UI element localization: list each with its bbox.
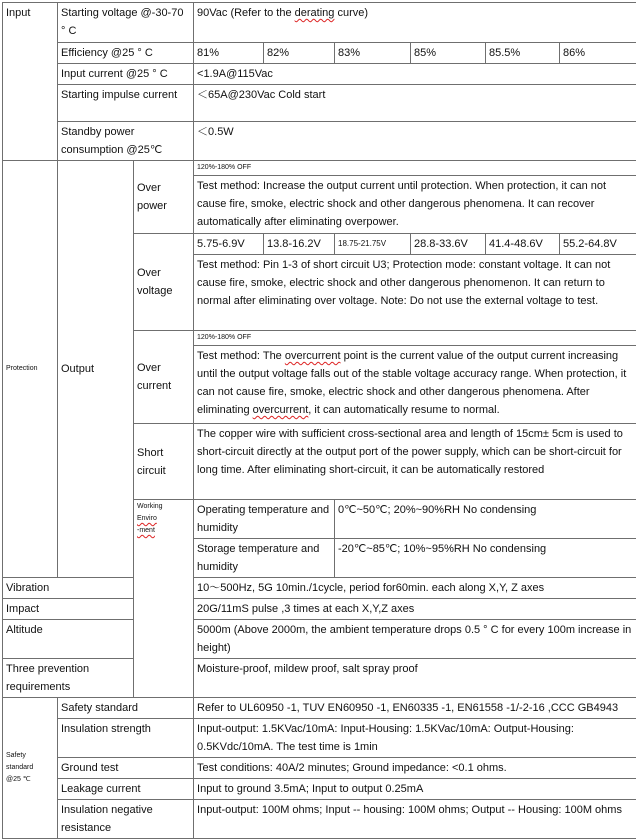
altitude-value: 5000m (Above 2000m, the ambient temperature drops 0.5 ° C for every 100m increase in height) xyxy=(194,620,636,659)
table-row xyxy=(3,85,636,122)
table-row xyxy=(3,698,636,719)
spec-table xyxy=(2,2,636,839)
insulation-strength-label: Insulation strength xyxy=(58,719,194,758)
table-row xyxy=(3,161,636,176)
table-row xyxy=(3,122,636,161)
over-voltage-label: Over voltage xyxy=(134,234,194,331)
over-voltage-range: 55.2-64.8V xyxy=(560,234,636,255)
leakage-value: Input to ground 3.5mA; Input to output 0.25mA xyxy=(194,779,636,800)
standby-power-value: ＜0.5W xyxy=(194,122,636,161)
starting-voltage-label: Starting voltage @-30-70 ° C xyxy=(58,3,194,43)
insulation-negative-label: Insulation negative resistance xyxy=(58,800,194,839)
altitude-label: Altitude xyxy=(3,620,134,659)
starting-voltage-value: 90Vac (Refer to the derating curve) xyxy=(194,3,636,43)
vibration-label: Vibration xyxy=(3,578,134,599)
table-row xyxy=(3,599,636,620)
table-row xyxy=(3,578,636,599)
operating-label: Operating temperature and humidity xyxy=(194,500,335,539)
insulation-strength-value: Input-output: 1.5KVac/10mA: Input-Housing: 1.5KVac/10mA: Output-Housing: 0.5KVdc/10mA. The test time is 1min xyxy=(194,719,636,758)
starting-impulse-label: Starting impulse current xyxy=(58,85,194,122)
group-label-environment: Working Enviro -ment xyxy=(134,500,194,698)
over-power-method: Test method: Increase the output current until protection. When protection, it can not cause fire, smoke, electric shock and other dangerous phenomena. It can recover automatically after eliminating overpower. xyxy=(194,176,636,234)
table-row xyxy=(3,800,636,839)
table-row xyxy=(3,43,636,64)
insulation-negative-value: Input-output: 100M ohms; Input -- housing: 100M ohms; Output -- Housing: 100M ohms xyxy=(194,800,636,839)
short-circuit-label: Short circuit xyxy=(134,424,194,500)
storage-value: -20℃~85℃; 10%~95%RH No condensing xyxy=(335,539,636,578)
over-current-method: Test method: The overcurrent point is the current value of the output current increasing until the output voltage falls out of the stable voltage accuracy range. When protection, it can not cause fire, smoke, electric shock and other dangerous phenomena. After eliminating overcurrent, it can automatically resume to normal. xyxy=(194,346,636,424)
impact-value: 20G/11mS pulse ,3 times at each X,Y,Z axes xyxy=(194,599,636,620)
ground-test-value: Test conditions: 40A/2 minutes; Ground impedance: <0.1 ohms. xyxy=(194,758,636,779)
efficiency-value: 82% xyxy=(264,43,335,64)
input-current-value: <1.9A@115Vac xyxy=(194,64,636,85)
input-current-label: Input current @25 ° C xyxy=(58,64,194,85)
vibration-value: 10～500Hz, 5G 10min./1cycle, period for60min. each along X,Y, Z axes xyxy=(194,578,636,599)
three-prevention-label: Three prevention requirements xyxy=(3,659,134,698)
output-label: Output xyxy=(58,161,134,578)
efficiency-value: 85% xyxy=(411,43,486,64)
over-voltage-range: 41.4-48.6V xyxy=(486,234,560,255)
efficiency-value: 81% xyxy=(194,43,264,64)
safety-standard-label: Safety standard xyxy=(58,698,194,719)
over-power-label: Over power xyxy=(134,161,194,234)
three-prevention-value: Moisture-proof, mildew proof, salt spray proof xyxy=(194,659,636,698)
table-row xyxy=(3,64,636,85)
standby-power-label: Standby power consumption @25℃ xyxy=(58,122,194,161)
table-row xyxy=(3,620,636,659)
over-power-range: 120%-180% OFF xyxy=(194,161,636,176)
leakage-label: Leakage current xyxy=(58,779,194,800)
table-row xyxy=(3,659,636,698)
starting-impulse-value: ＜65A@230Vac Cold start xyxy=(194,85,636,122)
over-voltage-range: 5.75-6.9V xyxy=(194,234,264,255)
group-label-protection: Protection xyxy=(3,161,58,578)
operating-value: 0℃~50℃; 20%~90%RH No condensing xyxy=(335,500,636,539)
impact-label: Impact xyxy=(3,599,134,620)
over-voltage-method: Test method: Pin 1-3 of short circuit U3; Protection mode: constant voltage. It can not cause fire, smoke, electric shock and other dangerous phenomenon. It can return to normal after eliminating over voltage. Note: Do not use the external voltage to test. xyxy=(194,255,636,331)
short-circuit-method: The copper wire with sufficient cross-sectional area and length of 15cm± 5cm is used to short-circuit directly at the output port of the power supply, which can be short-circuit for long time. After eliminating short-circuit, it can be automatically restored xyxy=(194,424,636,500)
table-row xyxy=(3,779,636,800)
over-voltage-range: 18.75-21.75V xyxy=(335,234,411,255)
storage-label: Storage temperature and humidity xyxy=(194,539,335,578)
ground-test-label: Ground test xyxy=(58,758,194,779)
efficiency-label: Efficiency @25 ° C xyxy=(58,43,194,64)
over-voltage-range: 28.8-33.6V xyxy=(411,234,486,255)
over-current-range: 120%-180% OFF xyxy=(194,331,636,346)
group-label-safety: Safety standard @25 ℃ xyxy=(3,698,58,839)
over-voltage-range: 13.8-16.2V xyxy=(264,234,335,255)
efficiency-value: 83% xyxy=(335,43,411,64)
efficiency-value: 86% xyxy=(560,43,636,64)
group-label-input: Input xyxy=(3,3,58,161)
safety-standard-value: Refer to UL60950 -1, TUV EN60950 -1, EN60335 -1, EN61558 -1/-2-16 ,CCC GB4943 xyxy=(194,698,636,719)
table-row xyxy=(3,719,636,758)
over-current-label: Over current xyxy=(134,331,194,424)
efficiency-value: 85.5% xyxy=(486,43,560,64)
table-row xyxy=(3,3,636,43)
table-row xyxy=(3,758,636,779)
